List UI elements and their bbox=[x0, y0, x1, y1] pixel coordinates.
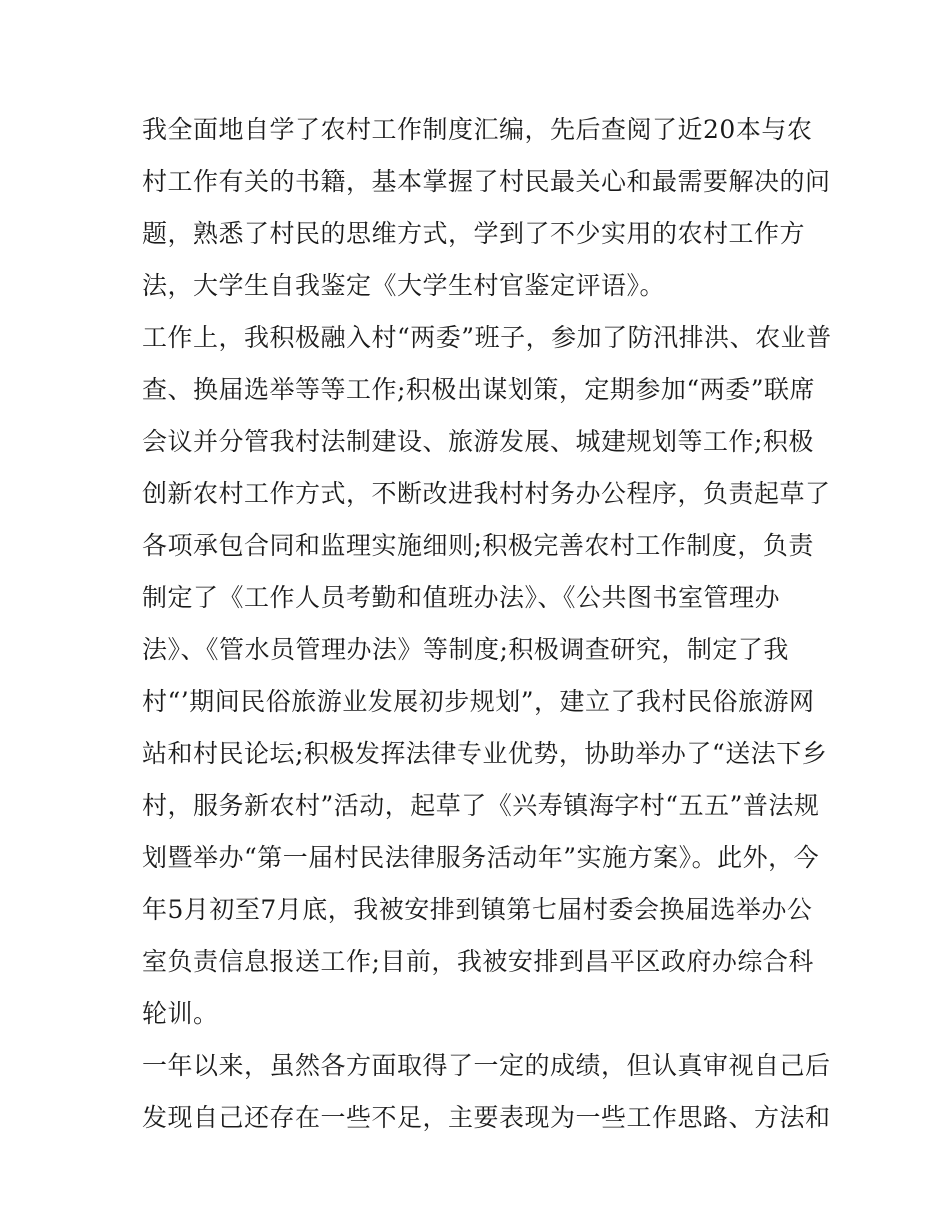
text-line: 村“’期间民俗旅游业发展初步规划”，建立了我村民俗旅游网 bbox=[142, 687, 815, 716]
text-line: 创新农村工作方式，不断改进我村村务办公程序，负责起草了 bbox=[142, 479, 831, 508]
text-line: 室负责信息报送工作;目前，我被安排到昌平区政府办综合科 bbox=[142, 947, 814, 976]
body-text bbox=[142, 104, 832, 1144]
text-line: 村工作有关的书籍，基本掌握了村民最关心和最需要解决的问 bbox=[142, 167, 831, 196]
text-line: 题，熟悉了村民的思维方式，学到了不少实用的农村工作方 bbox=[142, 219, 806, 248]
text-line: 法，大学生自我鉴定《大学生村官鉴定评语》。 bbox=[142, 271, 666, 300]
text-line: 查、换届选举等等工作;积极出谋划策，定期参加“两委”联席 bbox=[142, 375, 815, 404]
text-line: 工作上，我积极融入村“两委”班子，参加了防汛排洪、农业普 bbox=[142, 323, 832, 352]
text-line: 村，服务新农村”活动，起草了《兴寿镇海字村“五五”普法规 bbox=[142, 791, 820, 820]
text-line: 轮训。 bbox=[142, 999, 219, 1028]
text-line: 发现自己还存在一些不足，主要表现为一些工作思路、方法和 bbox=[142, 1103, 831, 1132]
text-line: 一年以来，虽然各方面取得了一定的成绩，但认真审视自己后 bbox=[142, 1051, 831, 1080]
text-line: 划暨举办“第一届村民法律服务活动年”实施方案》。此外，今 bbox=[142, 843, 820, 872]
text-line: 站和村民论坛;积极发挥法律专业优势，协助举办了“送法下乡 bbox=[142, 739, 828, 768]
text-line: 年5月初至7月底，我被安排到镇第七届村委会换届选举办公 bbox=[142, 895, 813, 924]
text-line: 各项承包合同和监理实施细则;积极完善农村工作制度，负责 bbox=[142, 531, 814, 560]
text-line: 我全面地自学了农村工作制度汇编，先后查阅了近20本与农 bbox=[142, 115, 813, 144]
text-line: 法》、《管水员管理办法》等制度;积极调查研究，制定了我 bbox=[142, 635, 789, 664]
text-line: 制定了《工作人员考勤和值班办法》、《公共图书室管理办 bbox=[142, 583, 781, 612]
text-line: 会议并分管我村法制建设、旅游发展、城建规划等工作;积极 bbox=[142, 427, 814, 456]
